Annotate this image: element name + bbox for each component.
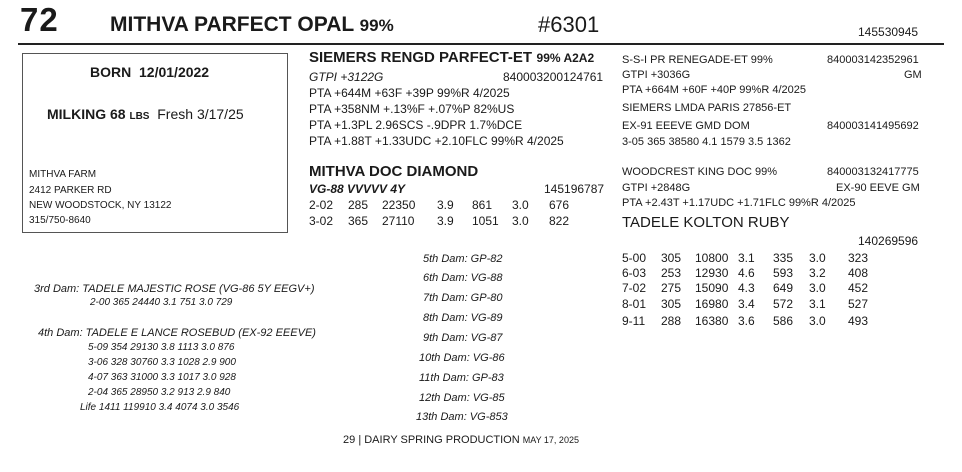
generation-dam: 12th Dam: VG-85 (419, 392, 505, 404)
sire-reg: 840003200124761 (503, 70, 604, 84)
record-fat: 586 (773, 314, 794, 328)
record-milk: 16380 (695, 314, 729, 328)
record-age: 3-02 (309, 214, 334, 228)
generation-dam: 13th Dam: VG-853 (416, 411, 508, 423)
record-days: 253 (661, 266, 682, 280)
record-days: 305 (661, 297, 682, 311)
record-fat-pct: 3.1 (738, 251, 755, 265)
record-age: 9-11 (622, 314, 646, 328)
record-days: 365 (348, 214, 369, 228)
record-age: 8-01 (622, 297, 647, 311)
dam-name: MITHVA DOC DIAMOND (309, 163, 479, 180)
record-prot: 527 (848, 297, 869, 311)
dam-sire-pta: PTA +2.43T +1.17UDC +1.71FLC 99%R 4/2025 (622, 197, 856, 209)
record-prot: 408 (848, 266, 869, 280)
record-prot: 323 (848, 251, 869, 265)
record-fat: 861 (472, 198, 493, 212)
milking-label: MILKING (47, 106, 107, 122)
generation-dam: 8th Dam: VG-89 (423, 312, 503, 324)
record-fat-pct: 3.6 (738, 314, 755, 328)
record-fat-pct: 4.6 (738, 266, 755, 280)
fourth-dam-record: 5-09 354 29130 3.8 1113 3.0 876 (88, 342, 235, 353)
sire-sire-pta: PTA +664M +60F +40P 99%R 4/2025 (622, 84, 806, 96)
sire-name-text: SIEMERS RENGD PARFECT-ET (309, 49, 533, 66)
record-prot: 822 (549, 214, 570, 228)
fourth-dam-title: 4th Dam: TADELE E LANCE ROSEBUD (EX-92 EEEVE) (38, 327, 316, 339)
sire-dam-reg: 840003141495692 (827, 120, 919, 132)
record-days: 305 (661, 251, 682, 265)
dam-sire-name: WOODCREST KING DOC 99% (622, 166, 778, 178)
sire-pta-line: PTA +358NM +.13%F +.07%P 82%US (309, 102, 515, 116)
record-prot-pct: 3.0 (809, 314, 826, 328)
animal-number: #6301 (538, 12, 600, 37)
record-prot-pct: 3.0 (809, 251, 826, 265)
record-age: 5-00 (622, 251, 647, 265)
animal-registration: 145530945 (858, 25, 919, 39)
born-line (90, 64, 209, 80)
generation-dam: 5th Dam: GP-82 (423, 253, 503, 265)
generation-dam: 11th Dam: GP-83 (419, 372, 504, 384)
sire-pta-line: PTA +644M +63F +39P 99%R 4/2025 (309, 86, 510, 100)
sire-sire-gtpi: GTPI +3036G (622, 69, 691, 81)
record-milk: 22350 (382, 198, 416, 212)
header-rule (18, 43, 944, 45)
record-fat: 593 (773, 266, 794, 280)
footer-separator: | (358, 434, 362, 446)
fresh-label: Fresh (157, 106, 194, 122)
record-prot-pct: 3.2 (809, 266, 826, 280)
sire-dam-record: 3-05 365 38580 4.1 1579 3.5 1362 (622, 136, 791, 148)
dam-dam-name: TADELE KOLTON RUBY (622, 214, 790, 231)
milking-value: 68 (110, 106, 126, 122)
animal-name-text: MITHVA PARFECT OPAL (110, 13, 354, 36)
record-prot-pct: 3.0 (809, 281, 826, 295)
record-fat-pct: 4.3 (738, 281, 755, 295)
record-age: 2-02 (309, 198, 334, 212)
record-prot-pct: 3.1 (809, 297, 826, 311)
record-age: 6-03 (622, 266, 647, 280)
generation-dam: 9th Dam: VG-87 (423, 332, 503, 344)
dam-class: VG-88 VVVVV 4Y (309, 182, 406, 196)
animal-name (110, 13, 394, 37)
third-dam-record: 2-00 365 24440 3.1 751 3.0 729 (90, 297, 233, 308)
record-fat-pct: 3.4 (738, 297, 755, 311)
record-milk: 16980 (695, 297, 729, 311)
dam-sire-gtpi: GTPI +2848G (622, 182, 691, 194)
info-box (22, 53, 288, 233)
page-number: 29 (343, 434, 356, 446)
record-prot: 493 (848, 314, 869, 328)
record-milk: 15090 (695, 281, 729, 295)
born-date: 12/01/2022 (139, 64, 210, 80)
milking-line (47, 106, 244, 122)
record-milk: 10800 (695, 251, 729, 265)
page-footer (343, 434, 579, 446)
farm-name: MITHVA FARM (29, 169, 97, 180)
sire-dam-name: SIEMERS LMDA PARIS 27856-ET (622, 102, 792, 114)
generation-dam: 7th Dam: GP-80 (423, 292, 503, 304)
generation-dam: 10th Dam: VG-86 (419, 352, 505, 364)
sire-gtpi: GTPI +3122G (309, 70, 384, 84)
record-milk: 12930 (695, 266, 729, 280)
farm-city: NEW WOODSTOCK, NY 13122 (29, 200, 172, 211)
lot-number: 72 (20, 1, 59, 38)
record-fat-pct: 3.9 (437, 198, 454, 212)
sire-pta-line: PTA +1.3PL 2.96SCS -.9DPR 1.7%DCE (309, 118, 523, 132)
sire-sire-name: S-S-I PR RENEGADE-ET 99% (622, 54, 773, 66)
sire-pta-line: PTA +1.88T +1.33UDC +2.10FLC 99%R 4/2025 (309, 134, 564, 148)
farm-address: 2412 PARKER RD (29, 185, 112, 196)
sale-name: DAIRY SPRING PRODUCTION (364, 434, 520, 446)
record-fat: 1051 (472, 214, 499, 228)
farm-phone: 315/750-8640 (29, 215, 91, 226)
dam-sire-class: EX-90 EEVE GM (836, 182, 920, 194)
sale-date: MAY 17, 2025 (522, 435, 579, 445)
record-days: 275 (661, 281, 682, 295)
fourth-dam-record: 3-06 328 30760 3.3 1028 2.9 900 (88, 357, 236, 368)
record-fat: 572 (773, 297, 794, 311)
record-prot: 676 (549, 198, 570, 212)
record-prot-pct: 3.0 (512, 214, 529, 228)
record-prot: 452 (848, 281, 869, 295)
animal-percent: 99% (359, 16, 394, 35)
sire-name (309, 49, 594, 67)
sire-dam-class: EX-91 EEEVE GMD DOM (622, 120, 750, 132)
sire-sire-reg: 840003142352961 (827, 54, 919, 66)
record-prot-pct: 3.0 (512, 198, 529, 212)
sire-tag: 99% A2A2 (536, 51, 595, 65)
fresh-date: 3/17/25 (196, 106, 244, 122)
fourth-dam-record: 2-04 365 28950 3.2 913 2.9 840 (88, 387, 231, 398)
record-fat: 335 (773, 251, 794, 265)
born-label: BORN (90, 64, 132, 80)
record-age: 7-02 (622, 281, 647, 295)
record-fat: 649 (773, 281, 794, 295)
record-days: 285 (348, 198, 369, 212)
record-days: 288 (661, 314, 682, 328)
fourth-dam-lifetime: Life 1411 119910 3.4 4074 3.0 3546 (80, 402, 240, 413)
third-dam-title: 3rd Dam: TADELE MAJESTIC ROSE (VG-86 5Y EEGV+) (34, 283, 315, 295)
dam-reg: 145196787 (544, 182, 605, 196)
sire-sire-gm: GM (904, 69, 922, 81)
fourth-dam-record: 4-07 363 31000 3.3 1017 3.0 928 (88, 372, 236, 383)
dam-dam-reg: 140269596 (858, 234, 919, 248)
record-milk: 27110 (382, 214, 415, 228)
milking-unit: LBS (129, 111, 150, 122)
dam-sire-reg: 840003132417775 (827, 166, 919, 178)
record-fat-pct: 3.9 (437, 214, 454, 228)
generation-dam: 6th Dam: VG-88 (423, 272, 503, 284)
